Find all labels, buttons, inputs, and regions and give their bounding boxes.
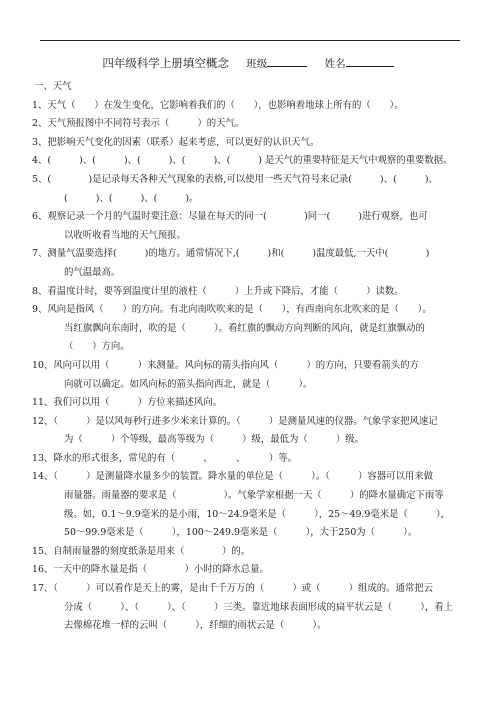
question-line-continued: 50～99.9毫米是（ ），100～249.9毫米是（ ），大于250为（ ）。 bbox=[64, 527, 418, 539]
question-line-continued: 为（ ）个等级，最高等级为（ ）级，最低为（ ）级。 bbox=[64, 434, 365, 446]
question-line-continued: 以收听收看当地的天气预报。 bbox=[64, 229, 186, 241]
question-line: 17、（ ）可以看作是天上的雾，是由千千万万的（ ）或（ ）组成的。通常把云 bbox=[32, 583, 433, 595]
question-line-continued: 分成（ ）、（ ）、（ ）三类。靠近地球表面形成的扁平状云是（ ），看上 bbox=[64, 601, 454, 613]
class-label: 班级 bbox=[246, 58, 268, 70]
question-line: 16、一天中的降水量是指（ ）小时的降水总量。 bbox=[32, 564, 269, 576]
question-line-continued: 雨量器。雨量器的要求是（ ）。气象学家根据一天（ ）的降水量确定下雨等 bbox=[64, 490, 444, 502]
top-rule bbox=[40, 40, 460, 41]
question-line: 6、观察记录一个月的气温时要注意：尽量在每天的同一( )同一( )进行观察，也可 bbox=[32, 211, 428, 223]
question-line: 4、( )、( )、( )、( )、( ) 是天气的重要特征是天气中观察的重要数据。 bbox=[32, 155, 453, 167]
question-line-continued: 向就可以确定。如风向标的箭头指向西北，就是（ ）。 bbox=[64, 378, 313, 390]
question-line-continued: （ ）方向。 bbox=[64, 341, 130, 353]
question-line: 15、自制雨量器的刻度纸条是用来（ ）的。 bbox=[32, 545, 251, 557]
name-blank[interactable] bbox=[346, 56, 394, 67]
question-line-continued: ( )、( )、( )。 bbox=[64, 192, 199, 204]
worksheet-body bbox=[32, 78, 472, 636]
question-line-continued: 级。如，0.1～9.9毫米的是小雨，10～24.9毫米是（ ），25～49.9毫米是（ ）， bbox=[64, 508, 451, 520]
question-line: 5、( )是记录每天各种天气现象的表格,可以使用一些天气符号来记录( )、( )、 bbox=[32, 173, 438, 185]
question-line-continued: 的气温最高。 bbox=[64, 266, 121, 278]
page-title: 四年级科学上册填空概念 bbox=[102, 56, 229, 70]
section-heading: 一、天气 bbox=[34, 81, 72, 92]
class-blank[interactable] bbox=[267, 56, 307, 67]
name-label: 姓名 bbox=[324, 58, 346, 70]
question-line: 12、（ ）是以风每秒行进多少米来计算的。（ ）是测量风速的仪器。气象学家把风速记 bbox=[32, 415, 438, 427]
question-line: 10、风向可以用（ ）来测量。风向标的箭头指向风（ ）的方向，只要看箭头的方 bbox=[32, 359, 419, 371]
question-line-continued: 去像棉花堆一样的云叫（ ），纤细的雨状云是（ ）。 bbox=[64, 620, 327, 632]
question-line: 11、我们可以用（ ）方位来描述风向。 bbox=[32, 397, 223, 409]
question-line: 3、把影响天气变化的因素（联系）起来考虑，可以更好的认识天气。 bbox=[32, 136, 320, 148]
question-line: 7、测量气温要选择( )的地方。通常情况下,( )和( )温度最低,一天中( ) bbox=[32, 248, 430, 260]
question-line: 9、风向是指风（ ）的方向。有北向南吹吹来的是（ ），有西南向东北吹来的是（ ）。 bbox=[32, 304, 432, 316]
question-line: 13、降水的形式很多，常见的有（ 、 、 ）等。 bbox=[32, 452, 298, 464]
question-line: 2、天气预报图中不同符号表示（ ）的天气。 bbox=[32, 118, 245, 130]
question-line: 8、看温度计时，要等到温度计里的液柱（ ）上升或下降后，才能（ ）读数。 bbox=[32, 285, 404, 297]
question-line: 14、（ ）是测量降水量多少的装置。降水量的单位是（ ）。（ ）容器可以用来做 bbox=[32, 471, 433, 483]
worksheet-header bbox=[0, 55, 496, 71]
question-line-continued: 当红旗飘向东南时，吹的是（ ）。看红旗的飘动方向判断的风向，就是红旗飘动的 bbox=[64, 322, 425, 334]
question-line: 1、天气（ ）在发生变化，它影响着我们的（ ），也影响着地球上所有的（ ）。 bbox=[32, 99, 404, 111]
